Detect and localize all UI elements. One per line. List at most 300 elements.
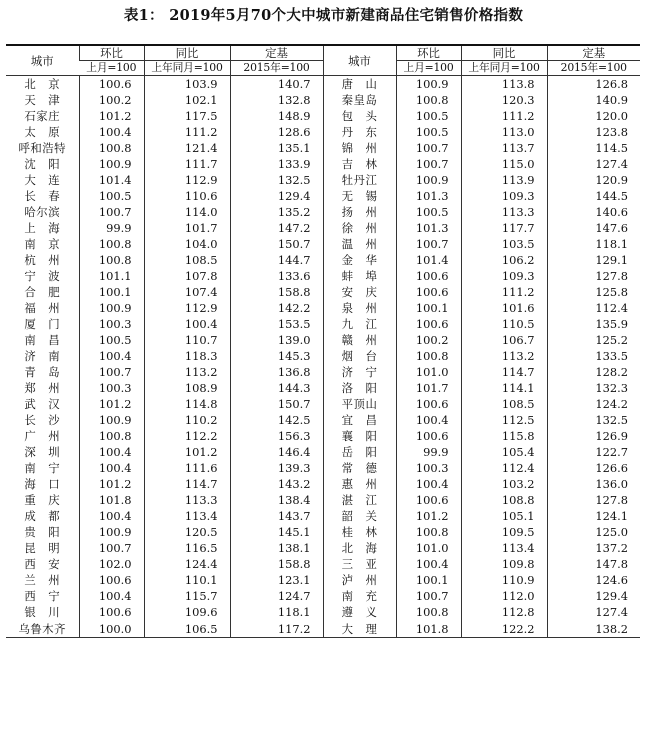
yoy-cell: 112.4 xyxy=(461,460,547,476)
base-cell: 138.2 xyxy=(547,620,640,638)
base-cell: 140.6 xyxy=(547,204,640,220)
yoy-cell: 113.3 xyxy=(461,204,547,220)
yoy-cell: 104.0 xyxy=(144,236,230,252)
city-cell: 南 宁 xyxy=(24,461,61,475)
table-row xyxy=(6,236,640,252)
yoy-cell: 120.5 xyxy=(144,524,230,540)
city-cell: 深 圳 xyxy=(24,445,61,459)
city-cell: 牡丹江 xyxy=(323,172,396,188)
base-cell: 126.6 xyxy=(547,460,640,476)
base-cell: 156.3 xyxy=(230,428,323,444)
mom-cell: 100.5 xyxy=(79,332,144,348)
base-cell: 126.8 xyxy=(547,76,640,93)
table-row xyxy=(6,92,640,108)
yoy-cell: 112.9 xyxy=(144,300,230,316)
mom-cell: 101.3 xyxy=(396,188,461,204)
yoy-cell: 109.3 xyxy=(461,268,547,284)
base-cell: 127.8 xyxy=(547,268,640,284)
yoy-cell: 113.4 xyxy=(461,540,547,556)
mom-cell: 100.1 xyxy=(79,284,144,300)
city-cell: 扬 州 xyxy=(323,204,396,220)
city-cell: 广 州 xyxy=(24,429,61,443)
yoy-cell: 110.7 xyxy=(144,332,230,348)
mom-cell: 100.6 xyxy=(396,268,461,284)
base-cell: 137.2 xyxy=(547,540,640,556)
yoy-cell: 111.7 xyxy=(144,156,230,172)
yoy-cell: 115.7 xyxy=(144,588,230,604)
mom-cell: 100.6 xyxy=(396,428,461,444)
mom-cell: 100.8 xyxy=(79,236,144,252)
yoy-cell: 110.2 xyxy=(144,412,230,428)
mom-cell: 100.9 xyxy=(79,412,144,428)
mom-cell: 100.9 xyxy=(396,76,461,93)
yoy-cell: 108.8 xyxy=(461,492,547,508)
table-row xyxy=(6,620,640,638)
yoy-cell: 113.8 xyxy=(461,76,547,93)
city-cell: 合 肥 xyxy=(24,285,61,299)
mom-cell: 100.6 xyxy=(79,572,144,588)
mom-cell: 100.6 xyxy=(396,316,461,332)
base-cell: 144.3 xyxy=(230,380,323,396)
base-cell: 120.0 xyxy=(547,108,640,124)
mom-cell: 100.7 xyxy=(79,540,144,556)
city-cell: 太 原 xyxy=(24,125,61,139)
table-row xyxy=(6,284,640,300)
yoy-cell: 117.5 xyxy=(144,108,230,124)
table-row xyxy=(6,140,640,156)
city-cell: 常 德 xyxy=(323,460,396,476)
yoy-cell: 109.5 xyxy=(461,524,547,540)
yoy-cell: 106.2 xyxy=(461,252,547,268)
base-cell: 142.5 xyxy=(230,412,323,428)
table-row xyxy=(6,172,640,188)
mom-cell: 100.7 xyxy=(79,364,144,380)
city-cell: 济 宁 xyxy=(323,364,396,380)
city-cell: 重 庆 xyxy=(24,493,61,507)
yoy-cell: 108.5 xyxy=(144,252,230,268)
base-cell: 150.7 xyxy=(230,396,323,412)
base-cell: 140.9 xyxy=(547,92,640,108)
city-cell: 乌鲁木齐 xyxy=(6,620,79,638)
city-cell: 石家庄 xyxy=(24,109,61,123)
table-row xyxy=(6,124,640,140)
base-cell: 139.0 xyxy=(230,332,323,348)
yoy-cell: 103.9 xyxy=(144,76,230,93)
base-cell: 118.1 xyxy=(547,236,640,252)
base-cell: 124.6 xyxy=(547,572,640,588)
yoy-cell: 105.1 xyxy=(461,508,547,524)
city-cell: 西 宁 xyxy=(24,589,61,603)
base-cell: 142.2 xyxy=(230,300,323,316)
mom-cell: 101.2 xyxy=(396,508,461,524)
mom-cell: 102.0 xyxy=(79,556,144,572)
mom-cell: 101.1 xyxy=(79,268,144,284)
city-cell: 西 安 xyxy=(24,557,61,571)
yoy-subheader-left: 上年同月=100 xyxy=(144,61,230,76)
mom-cell: 100.9 xyxy=(79,156,144,172)
mom-cell: 100.4 xyxy=(79,460,144,476)
mom-cell: 100.4 xyxy=(396,476,461,492)
mom-cell: 100.7 xyxy=(396,588,461,604)
city-cell: 九 江 xyxy=(323,316,396,332)
table-row xyxy=(6,524,640,540)
table-row xyxy=(6,588,640,604)
mom-cell: 100.2 xyxy=(396,332,461,348)
mom-cell: 100.7 xyxy=(396,140,461,156)
base-cell: 144.5 xyxy=(547,188,640,204)
mom-cell: 100.8 xyxy=(79,428,144,444)
base-cell: 127.8 xyxy=(547,492,640,508)
table-row xyxy=(6,348,640,364)
city-cell: 大 连 xyxy=(24,173,61,187)
base-cell: 114.5 xyxy=(547,140,640,156)
mom-cell: 99.9 xyxy=(396,444,461,460)
mom-cell: 100.1 xyxy=(396,300,461,316)
yoy-cell: 120.3 xyxy=(461,92,547,108)
table-row xyxy=(6,268,640,284)
base-cell: 132.5 xyxy=(230,172,323,188)
city-cell: 长 沙 xyxy=(24,413,61,427)
mom-cell: 100.1 xyxy=(396,572,461,588)
mom-cell: 101.2 xyxy=(79,108,144,124)
base-cell: 138.1 xyxy=(230,540,323,556)
yoy-cell: 114.7 xyxy=(461,364,547,380)
base-cell: 158.8 xyxy=(230,284,323,300)
yoy-cell: 114.0 xyxy=(144,204,230,220)
table-row xyxy=(6,156,640,172)
city-cell: 兰 州 xyxy=(24,573,61,587)
city-cell: 湛 江 xyxy=(323,492,396,508)
table-row xyxy=(6,188,640,204)
yoy-cell: 112.0 xyxy=(461,588,547,604)
mom-cell: 100.4 xyxy=(79,588,144,604)
table-row xyxy=(6,108,640,124)
city-cell: 天 津 xyxy=(24,93,61,107)
city-cell: 南 昌 xyxy=(24,333,61,347)
mom-cell: 100.8 xyxy=(396,524,461,540)
base-cell: 158.8 xyxy=(230,556,323,572)
table-row xyxy=(6,252,640,268)
base-cell: 136.0 xyxy=(547,476,640,492)
yoy-cell: 106.7 xyxy=(461,332,547,348)
mom-cell: 100.5 xyxy=(396,108,461,124)
base-cell: 145.1 xyxy=(230,524,323,540)
yoy-cell: 114.8 xyxy=(144,396,230,412)
city-cell: 洛 阳 xyxy=(323,380,396,396)
base-cell: 129.1 xyxy=(547,252,640,268)
yoy-cell: 112.9 xyxy=(144,172,230,188)
mom-cell: 100.5 xyxy=(396,124,461,140)
mom-cell: 100.4 xyxy=(79,444,144,460)
base-cell: 144.7 xyxy=(230,252,323,268)
city-cell: 青 岛 xyxy=(24,365,61,379)
yoy-cell: 108.5 xyxy=(461,396,547,412)
city-cell: 遵 义 xyxy=(323,604,396,620)
city-cell: 秦皇岛 xyxy=(323,92,396,108)
mom-cell: 101.0 xyxy=(396,540,461,556)
base-cell: 139.3 xyxy=(230,460,323,476)
yoy-cell: 110.6 xyxy=(144,188,230,204)
base-cell: 133.9 xyxy=(230,156,323,172)
city-cell: 襄 阳 xyxy=(323,428,396,444)
city-cell: 南 充 xyxy=(323,588,396,604)
base-cell: 117.2 xyxy=(230,620,323,638)
city-cell: 福 州 xyxy=(24,301,61,315)
base-cell: 126.9 xyxy=(547,428,640,444)
yoy-cell: 113.2 xyxy=(461,348,547,364)
yoy-cell: 101.6 xyxy=(461,300,547,316)
table-row xyxy=(6,396,640,412)
table-row xyxy=(6,204,640,220)
mom-cell: 100.8 xyxy=(396,348,461,364)
yoy-cell: 103.5 xyxy=(461,236,547,252)
mom-cell: 100.5 xyxy=(396,204,461,220)
yoy-cell: 121.4 xyxy=(144,140,230,156)
mom-cell: 100.9 xyxy=(396,172,461,188)
yoy-cell: 113.2 xyxy=(144,364,230,380)
base-cell: 143.7 xyxy=(230,508,323,524)
city-cell: 武 汉 xyxy=(24,397,61,411)
base-cell: 124.1 xyxy=(547,508,640,524)
yoy-cell: 112.2 xyxy=(144,428,230,444)
mom-cell: 101.4 xyxy=(79,172,144,188)
city-cell: 安 庆 xyxy=(323,284,396,300)
table-row xyxy=(6,220,640,236)
city-cell: 郑 州 xyxy=(24,381,61,395)
base-cell: 129.4 xyxy=(230,188,323,204)
mom-cell: 100.8 xyxy=(396,92,461,108)
mom-cell: 100.4 xyxy=(396,412,461,428)
city-cell: 温 州 xyxy=(323,236,396,252)
city-cell: 桂 林 xyxy=(323,524,396,540)
base-cell: 129.4 xyxy=(547,588,640,604)
yoy-cell: 117.7 xyxy=(461,220,547,236)
table-row xyxy=(6,76,640,93)
city-cell: 北 海 xyxy=(323,540,396,556)
base-subheader-right: 2015年=100 xyxy=(547,61,640,76)
base-cell: 124.2 xyxy=(547,396,640,412)
city-cell: 金 华 xyxy=(323,252,396,268)
base-cell: 128.2 xyxy=(547,364,640,380)
mom-header-left: 环比 xyxy=(79,45,144,61)
table-row xyxy=(6,300,640,316)
city-cell: 南 京 xyxy=(24,237,61,251)
yoy-cell: 107.8 xyxy=(144,268,230,284)
city-cell: 哈尔滨 xyxy=(24,205,61,219)
base-cell: 125.8 xyxy=(547,284,640,300)
base-cell: 145.3 xyxy=(230,348,323,364)
mom-cell: 101.2 xyxy=(79,396,144,412)
mom-cell: 100.3 xyxy=(79,380,144,396)
yoy-cell: 110.5 xyxy=(461,316,547,332)
city-cell: 宜 昌 xyxy=(323,412,396,428)
yoy-cell: 114.1 xyxy=(461,380,547,396)
city-cell: 包 头 xyxy=(323,108,396,124)
base-cell: 147.8 xyxy=(547,556,640,572)
city-cell: 杭 州 xyxy=(24,253,61,267)
yoy-cell: 114.7 xyxy=(144,476,230,492)
mom-cell: 100.7 xyxy=(79,204,144,220)
base-cell: 127.4 xyxy=(547,156,640,172)
city-header-left: 城市 xyxy=(6,45,79,76)
base-cell: 140.7 xyxy=(230,76,323,93)
mom-cell: 100.4 xyxy=(79,508,144,524)
base-cell: 146.4 xyxy=(230,444,323,460)
mom-cell: 99.9 xyxy=(79,220,144,236)
city-cell: 吉 林 xyxy=(323,156,396,172)
base-subheader-left: 2015年=100 xyxy=(230,61,323,76)
yoy-cell: 122.2 xyxy=(461,620,547,638)
base-header-right: 定基 xyxy=(547,45,640,61)
base-cell: 132.8 xyxy=(230,92,323,108)
base-cell: 128.6 xyxy=(230,124,323,140)
mom-cell: 100.2 xyxy=(79,92,144,108)
city-cell: 大 理 xyxy=(323,620,396,638)
yoy-cell: 118.3 xyxy=(144,348,230,364)
yoy-cell: 111.6 xyxy=(144,460,230,476)
mom-cell: 101.0 xyxy=(396,364,461,380)
base-cell: 132.5 xyxy=(547,412,640,428)
table-body xyxy=(6,76,640,638)
base-cell: 153.5 xyxy=(230,316,323,332)
base-cell: 132.3 xyxy=(547,380,640,396)
city-cell: 三 亚 xyxy=(323,556,396,572)
yoy-cell: 105.4 xyxy=(461,444,547,460)
mom-cell: 100.5 xyxy=(79,188,144,204)
base-cell: 118.1 xyxy=(230,604,323,620)
base-cell: 133.6 xyxy=(230,268,323,284)
yoy-cell: 113.3 xyxy=(144,492,230,508)
mom-cell: 100.6 xyxy=(79,76,144,93)
base-cell: 150.7 xyxy=(230,236,323,252)
mom-cell: 100.4 xyxy=(396,556,461,572)
city-cell: 烟 台 xyxy=(323,348,396,364)
yoy-cell: 109.6 xyxy=(144,604,230,620)
mom-cell: 101.8 xyxy=(79,492,144,508)
base-cell: 135.1 xyxy=(230,140,323,156)
base-cell: 135.9 xyxy=(547,316,640,332)
mom-cell: 101.7 xyxy=(396,380,461,396)
base-cell: 138.4 xyxy=(230,492,323,508)
mom-cell: 100.7 xyxy=(396,236,461,252)
table-row xyxy=(6,428,640,444)
mom-cell: 100.6 xyxy=(396,284,461,300)
yoy-cell: 113.7 xyxy=(461,140,547,156)
mom-cell: 100.6 xyxy=(79,604,144,620)
yoy-cell: 111.2 xyxy=(461,284,547,300)
table-row xyxy=(6,508,640,524)
city-cell: 无 锡 xyxy=(323,188,396,204)
yoy-cell: 111.2 xyxy=(461,108,547,124)
yoy-cell: 113.9 xyxy=(461,172,547,188)
city-cell: 贵 阳 xyxy=(24,525,61,539)
yoy-cell: 109.8 xyxy=(461,556,547,572)
yoy-cell: 113.4 xyxy=(144,508,230,524)
mom-cell: 100.4 xyxy=(79,348,144,364)
yoy-cell: 108.9 xyxy=(144,380,230,396)
mom-cell: 100.8 xyxy=(79,140,144,156)
base-cell: 133.5 xyxy=(547,348,640,364)
price-index-table xyxy=(6,44,640,638)
base-cell: 135.2 xyxy=(230,204,323,220)
city-cell: 惠 州 xyxy=(323,476,396,492)
city-cell: 岳 阳 xyxy=(323,444,396,460)
yoy-cell: 100.4 xyxy=(144,316,230,332)
yoy-cell: 101.7 xyxy=(144,220,230,236)
yoy-cell: 101.2 xyxy=(144,444,230,460)
yoy-cell: 115.8 xyxy=(461,428,547,444)
city-cell: 北 京 xyxy=(24,77,61,91)
city-cell: 韶 关 xyxy=(323,508,396,524)
yoy-cell: 112.5 xyxy=(461,412,547,428)
base-cell: 147.6 xyxy=(547,220,640,236)
mom-cell: 100.9 xyxy=(79,300,144,316)
base-cell: 127.4 xyxy=(547,604,640,620)
mom-cell: 100.3 xyxy=(396,460,461,476)
base-cell: 123.8 xyxy=(547,124,640,140)
table-row xyxy=(6,332,640,348)
base-cell: 120.9 xyxy=(547,172,640,188)
mom-cell: 100.7 xyxy=(396,156,461,172)
table-row xyxy=(6,316,640,332)
base-cell: 112.4 xyxy=(547,300,640,316)
city-cell: 唐 山 xyxy=(323,76,396,93)
mom-cell: 100.4 xyxy=(79,124,144,140)
mom-cell: 101.4 xyxy=(396,252,461,268)
city-cell: 海 口 xyxy=(24,477,61,491)
yoy-header-right: 同比 xyxy=(461,45,547,61)
yoy-cell: 115.0 xyxy=(461,156,547,172)
city-cell: 徐 州 xyxy=(323,220,396,236)
yoy-cell: 113.0 xyxy=(461,124,547,140)
table-row xyxy=(6,492,640,508)
base-cell: 148.9 xyxy=(230,108,323,124)
base-cell: 125.0 xyxy=(547,524,640,540)
mom-cell: 100.8 xyxy=(396,604,461,620)
city-cell: 蚌 埠 xyxy=(323,268,396,284)
city-cell: 宁 波 xyxy=(24,269,61,283)
city-cell: 长 春 xyxy=(24,189,61,203)
mom-cell: 100.9 xyxy=(79,524,144,540)
mom-cell: 100.3 xyxy=(79,316,144,332)
table-row xyxy=(6,604,640,620)
yoy-cell: 111.2 xyxy=(144,124,230,140)
base-cell: 123.1 xyxy=(230,572,323,588)
city-cell: 沈 阳 xyxy=(24,157,61,171)
yoy-cell: 110.1 xyxy=(144,572,230,588)
yoy-cell: 106.5 xyxy=(144,620,230,638)
mom-cell: 101.2 xyxy=(79,476,144,492)
table-row xyxy=(6,380,640,396)
yoy-subheader-right: 上年同月=100 xyxy=(461,61,547,76)
base-cell: 122.7 xyxy=(547,444,640,460)
yoy-cell: 124.4 xyxy=(144,556,230,572)
mom-header-right: 环比 xyxy=(396,45,461,61)
yoy-cell: 116.5 xyxy=(144,540,230,556)
yoy-cell: 103.2 xyxy=(461,476,547,492)
mom-subheader-right: 上月=100 xyxy=(396,61,461,76)
yoy-cell: 109.3 xyxy=(461,188,547,204)
base-cell: 143.2 xyxy=(230,476,323,492)
mom-subheader-left: 上月=100 xyxy=(79,61,144,76)
table-row xyxy=(6,364,640,380)
mom-cell: 101.8 xyxy=(396,620,461,638)
city-cell: 赣 州 xyxy=(323,332,396,348)
base-cell: 124.7 xyxy=(230,588,323,604)
city-cell: 厦 门 xyxy=(24,317,61,331)
city-cell: 泸 州 xyxy=(323,572,396,588)
mom-cell: 100.8 xyxy=(79,252,144,268)
